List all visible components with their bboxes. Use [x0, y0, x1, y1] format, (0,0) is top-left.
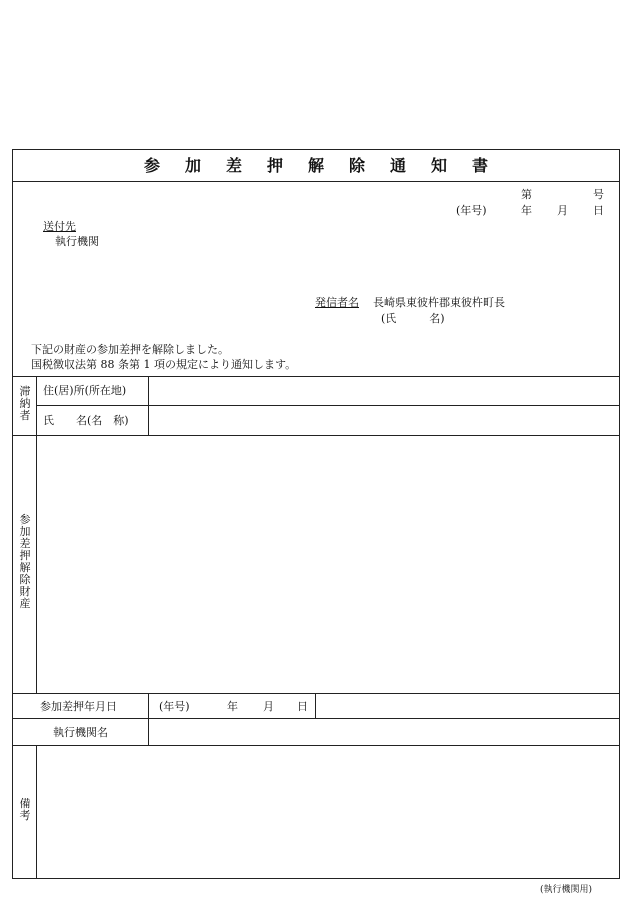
release-date-year: 年: [227, 700, 238, 713]
divider: [315, 693, 316, 718]
recipient-value: 執行機関: [55, 235, 99, 248]
release-date-month: 月: [263, 700, 274, 713]
notice-line-2: 国税徴収法第 88 条第 1 項の規定により通知します。: [31, 358, 297, 371]
number-dai: 第: [521, 188, 532, 201]
release-date-day: 日: [297, 700, 308, 713]
property-section-label: 参 加 差 押 解 除 財 産: [19, 513, 31, 610]
sender-label: 発信者名: [315, 296, 359, 309]
date-era: (年号): [456, 204, 487, 217]
release-date-era: (年号): [159, 700, 190, 713]
release-notice-form: [12, 149, 620, 879]
address-label: 住(居)所(所在地): [43, 384, 127, 397]
divider: [13, 718, 619, 719]
divider: [36, 405, 619, 406]
sender-value: 長崎県東彼杵郡東彼杵町長: [373, 296, 505, 309]
date-day: 日: [593, 204, 604, 217]
number-go: 号: [593, 188, 604, 201]
recipient-label: 送付先: [43, 220, 76, 233]
name-label: 氏 名(名 称): [43, 414, 129, 427]
divider: [13, 745, 619, 746]
notice-line-1: 下記の財産の参加差押を解除しました。: [31, 343, 229, 356]
agency-label: 執行機関名: [53, 726, 108, 739]
footer-note: (執行機関用): [539, 885, 592, 895]
divider: [13, 693, 619, 694]
divider: [13, 435, 619, 436]
divider: [13, 376, 619, 377]
taxpayer-section-label: 滞 納 者: [19, 385, 31, 422]
release-date-label: 参加差押年月日: [40, 700, 117, 713]
divider: [148, 693, 149, 745]
date-year: 年: [521, 204, 532, 217]
divider: [13, 181, 619, 182]
divider: [36, 745, 37, 878]
date-month: 月: [557, 204, 568, 217]
form-title: 参加差押解除通知書: [143, 156, 513, 175]
sender-name: (氏 名): [381, 312, 445, 325]
remarks-section-label: 備 考: [19, 797, 31, 822]
divider: [36, 435, 37, 693]
